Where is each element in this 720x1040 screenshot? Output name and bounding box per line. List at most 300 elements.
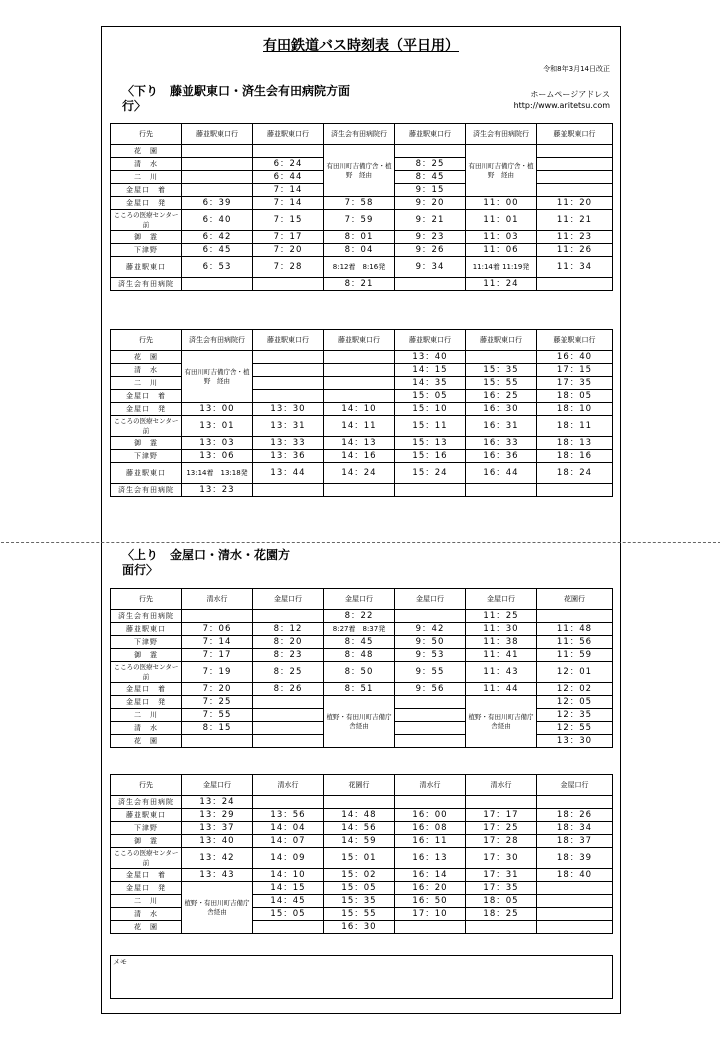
memo-label: メモ bbox=[113, 958, 127, 966]
time-cell: 17：25 bbox=[466, 822, 537, 835]
header-destination: 清水行 bbox=[466, 775, 537, 796]
time-cell: 18：05 bbox=[466, 895, 537, 908]
time-cell: 13：30 bbox=[537, 735, 613, 748]
time-cell: 8：22 bbox=[324, 610, 395, 623]
stop-name: 花 園 bbox=[111, 735, 182, 748]
time-cell: 11：44 bbox=[466, 683, 537, 696]
time-cell: 7：28 bbox=[253, 257, 324, 278]
time-cell: 6：45 bbox=[182, 244, 253, 257]
time-cell: 16：40 bbox=[537, 351, 613, 364]
header-destination: 金屋口行 bbox=[182, 775, 253, 796]
header-destination: 済生会有田病院行 bbox=[466, 124, 537, 145]
stop-name: 金屋口 発 bbox=[111, 403, 182, 416]
route-note: 有田川町吉備庁舎・植野 経由 bbox=[466, 145, 537, 197]
time-cell: 18：26 bbox=[537, 809, 613, 822]
time-cell: 8：21 bbox=[324, 278, 395, 291]
time-cell: 12：02 bbox=[537, 683, 613, 696]
time-cell: 13：30 bbox=[253, 403, 324, 416]
time-cell bbox=[395, 696, 466, 709]
time-cell: 14：56 bbox=[324, 822, 395, 835]
time-cell: 9：15 bbox=[395, 184, 466, 197]
time-cell bbox=[537, 796, 613, 809]
time-cell bbox=[182, 184, 253, 197]
stop-name: 清 水 bbox=[111, 364, 182, 377]
stop-name: 御 霊 bbox=[111, 437, 182, 450]
down-timetable-afternoon bbox=[110, 329, 613, 497]
time-cell: 18：37 bbox=[537, 835, 613, 848]
stop-name: 藤並駅東口 bbox=[111, 623, 182, 636]
time-cell: 15：55 bbox=[466, 377, 537, 390]
stop-name: 清 水 bbox=[111, 908, 182, 921]
time-cell: 11：23 bbox=[537, 231, 613, 244]
time-cell: 8：51 bbox=[324, 683, 395, 696]
time-cell bbox=[537, 895, 613, 908]
time-cell bbox=[253, 484, 324, 497]
memo-box[interactable] bbox=[110, 955, 613, 999]
time-cell: 15：55 bbox=[324, 908, 395, 921]
time-cell: 14：13 bbox=[324, 437, 395, 450]
time-cell: 18：10 bbox=[537, 403, 613, 416]
time-cell: 18：13 bbox=[537, 437, 613, 450]
time-cell: 13：31 bbox=[253, 416, 324, 437]
stop-name: 金屋口 着 bbox=[111, 869, 182, 882]
time-cell: 15：10 bbox=[395, 403, 466, 416]
revision-date: 令和8年3月14日改正 bbox=[543, 65, 610, 73]
time-cell: 8：50 bbox=[324, 662, 395, 683]
header-destination: 金屋口行 bbox=[253, 589, 324, 610]
stop-name: 金屋口 着 bbox=[111, 683, 182, 696]
time-cell: 13：36 bbox=[253, 450, 324, 463]
header-destination: 藤並駅東口行 bbox=[537, 124, 613, 145]
time-cell: 11：34 bbox=[537, 257, 613, 278]
time-cell: 15：05 bbox=[395, 390, 466, 403]
stop-name: 金屋口 発 bbox=[111, 882, 182, 895]
time-cell: 15：24 bbox=[395, 463, 466, 484]
time-cell bbox=[395, 722, 466, 735]
stop-name: 金屋口 着 bbox=[111, 390, 182, 403]
time-cell: 17：31 bbox=[466, 869, 537, 882]
time-cell: 7：15 bbox=[253, 210, 324, 231]
time-cell: 18：05 bbox=[537, 390, 613, 403]
header-destination: 藤並駅東口行 bbox=[537, 330, 613, 351]
time-cell: 8：23 bbox=[253, 649, 324, 662]
time-cell: 11：48 bbox=[537, 623, 613, 636]
time-cell: 16：33 bbox=[466, 437, 537, 450]
route-note: 有田川町吉備庁舎・植野 経由 bbox=[324, 145, 395, 197]
time-cell bbox=[324, 351, 395, 364]
header-destination: 清水行 bbox=[182, 589, 253, 610]
time-cell: 11：21 bbox=[537, 210, 613, 231]
route-note: 植野・有田川町吉備庁舎経由 bbox=[324, 696, 395, 748]
time-cell: 14：16 bbox=[324, 450, 395, 463]
stop-name: 金屋口 発 bbox=[111, 197, 182, 210]
time-cell bbox=[253, 735, 324, 748]
time-cell bbox=[537, 610, 613, 623]
time-cell: 15：35 bbox=[466, 364, 537, 377]
time-cell: 13:14着 13:18発 bbox=[182, 463, 253, 484]
time-cell: 12：05 bbox=[537, 696, 613, 709]
time-cell: 9：20 bbox=[395, 197, 466, 210]
time-cell bbox=[537, 908, 613, 921]
time-cell: 8:27着 8:37発 bbox=[324, 623, 395, 636]
time-cell bbox=[395, 484, 466, 497]
time-cell: 8：45 bbox=[395, 171, 466, 184]
time-cell: 16：14 bbox=[395, 869, 466, 882]
time-cell: 11:14着 11:19発 bbox=[466, 257, 537, 278]
time-cell: 16：08 bbox=[395, 822, 466, 835]
time-cell: 17：28 bbox=[466, 835, 537, 848]
time-cell: 8：15 bbox=[182, 722, 253, 735]
time-cell: 13：43 bbox=[182, 869, 253, 882]
time-cell: 16：36 bbox=[466, 450, 537, 463]
time-cell bbox=[182, 278, 253, 291]
time-cell: 12：01 bbox=[537, 662, 613, 683]
time-cell bbox=[253, 722, 324, 735]
time-cell: 17：10 bbox=[395, 908, 466, 921]
time-cell: 6：24 bbox=[253, 158, 324, 171]
time-cell: 14：24 bbox=[324, 463, 395, 484]
time-cell: 13：01 bbox=[182, 416, 253, 437]
time-cell: 15：16 bbox=[395, 450, 466, 463]
time-cell: 17：15 bbox=[537, 364, 613, 377]
time-cell: 14：10 bbox=[253, 869, 324, 882]
time-cell bbox=[537, 278, 613, 291]
time-cell: 11：06 bbox=[466, 244, 537, 257]
time-cell bbox=[253, 377, 324, 390]
time-cell: 17：30 bbox=[466, 848, 537, 869]
time-cell: 14：59 bbox=[324, 835, 395, 848]
header-destination: 藤並駅東口行 bbox=[395, 124, 466, 145]
time-cell: 8：26 bbox=[253, 683, 324, 696]
time-cell: 11：00 bbox=[466, 197, 537, 210]
header-destination-label: 行先 bbox=[111, 589, 182, 610]
time-cell: 14：07 bbox=[253, 835, 324, 848]
time-cell bbox=[395, 610, 466, 623]
time-cell: 8:12着 8:16発 bbox=[324, 257, 395, 278]
time-cell: 15：02 bbox=[324, 869, 395, 882]
time-cell bbox=[395, 735, 466, 748]
homepage-link[interactable]: http://www.aritetsu.com bbox=[513, 101, 610, 110]
stop-name: 金屋口 発 bbox=[111, 696, 182, 709]
header-destination: 花園行 bbox=[324, 775, 395, 796]
time-cell bbox=[537, 882, 613, 895]
time-cell: 6：53 bbox=[182, 257, 253, 278]
stop-name: 下津野 bbox=[111, 822, 182, 835]
time-cell: 9：42 bbox=[395, 623, 466, 636]
time-cell: 9：26 bbox=[395, 244, 466, 257]
time-cell: 11：56 bbox=[537, 636, 613, 649]
time-cell: 13：44 bbox=[253, 463, 324, 484]
time-cell: 7：55 bbox=[182, 709, 253, 722]
time-cell: 9：21 bbox=[395, 210, 466, 231]
time-cell bbox=[253, 390, 324, 403]
time-cell: 8：45 bbox=[324, 636, 395, 649]
header-destination: 花園行 bbox=[537, 589, 613, 610]
up-timetable-afternoon bbox=[110, 774, 613, 934]
time-cell: 13：40 bbox=[395, 351, 466, 364]
time-cell: 17：35 bbox=[537, 377, 613, 390]
time-cell: 9：56 bbox=[395, 683, 466, 696]
time-cell: 18：11 bbox=[537, 416, 613, 437]
time-cell: 8：20 bbox=[253, 636, 324, 649]
page-title: 有田鉄道バス時刻表（平日用） bbox=[263, 38, 459, 54]
down-section-title: 〈下り 藤並駅東口・済生会有田病院方面 行〉 bbox=[122, 84, 351, 113]
time-cell: 13：40 bbox=[182, 835, 253, 848]
header-destination: 藤並駅東口行 bbox=[395, 330, 466, 351]
header-destination: 藤並駅東口行 bbox=[182, 124, 253, 145]
time-cell: 15：05 bbox=[324, 882, 395, 895]
route-note: 植野・有田川町吉備庁舎経由 bbox=[182, 882, 253, 934]
time-cell: 13：00 bbox=[182, 403, 253, 416]
stop-name: 済生会有田病院 bbox=[111, 278, 182, 291]
time-cell: 14：15 bbox=[395, 364, 466, 377]
time-cell bbox=[324, 484, 395, 497]
time-cell: 14：09 bbox=[253, 848, 324, 869]
time-cell bbox=[253, 696, 324, 709]
time-cell: 7：20 bbox=[253, 244, 324, 257]
stop-name: 藤並駅東口 bbox=[111, 463, 182, 484]
time-cell: 13：03 bbox=[182, 437, 253, 450]
time-cell: 12：55 bbox=[537, 722, 613, 735]
time-cell bbox=[537, 921, 613, 934]
time-cell: 12：35 bbox=[537, 709, 613, 722]
time-cell: 11：03 bbox=[466, 231, 537, 244]
time-cell bbox=[395, 145, 466, 158]
homepage-address: ホームページアドレス http://www.aritetsu.com bbox=[513, 90, 610, 110]
header-destination: 藤並駅東口行 bbox=[466, 330, 537, 351]
time-cell: 15：13 bbox=[395, 437, 466, 450]
time-cell: 13：42 bbox=[182, 848, 253, 869]
time-cell: 18：39 bbox=[537, 848, 613, 869]
time-cell: 11：25 bbox=[466, 610, 537, 623]
down-timetable-morning bbox=[110, 123, 613, 291]
time-cell bbox=[324, 377, 395, 390]
time-cell bbox=[466, 351, 537, 364]
stop-name: 藤並駅東口 bbox=[111, 257, 182, 278]
time-cell: 7：14 bbox=[253, 184, 324, 197]
time-cell: 13：37 bbox=[182, 822, 253, 835]
stop-name: 二 川 bbox=[111, 171, 182, 184]
time-cell: 11：20 bbox=[537, 197, 613, 210]
time-cell bbox=[253, 278, 324, 291]
stop-name: こころの医療センター前 bbox=[111, 416, 182, 437]
time-cell bbox=[253, 921, 324, 934]
stop-name: 清 水 bbox=[111, 722, 182, 735]
time-cell: 15：05 bbox=[253, 908, 324, 921]
time-cell: 9：55 bbox=[395, 662, 466, 683]
time-cell: 15：11 bbox=[395, 416, 466, 437]
time-cell: 14：11 bbox=[324, 416, 395, 437]
time-cell: 16：13 bbox=[395, 848, 466, 869]
time-cell bbox=[395, 278, 466, 291]
stop-name: 二 川 bbox=[111, 709, 182, 722]
timetable-page bbox=[101, 26, 621, 1014]
route-note: 有田川町吉備庁舎・植野 経由 bbox=[182, 351, 253, 403]
time-cell: 18：34 bbox=[537, 822, 613, 835]
time-cell bbox=[324, 796, 395, 809]
time-cell: 7：06 bbox=[182, 623, 253, 636]
header-destination: 金屋口行 bbox=[395, 589, 466, 610]
time-cell: 16：44 bbox=[466, 463, 537, 484]
time-cell: 9：53 bbox=[395, 649, 466, 662]
stop-name: 御 霊 bbox=[111, 231, 182, 244]
stop-name: 花 園 bbox=[111, 351, 182, 364]
time-cell: 7：20 bbox=[182, 683, 253, 696]
stop-name: 二 川 bbox=[111, 377, 182, 390]
time-cell bbox=[537, 171, 613, 184]
time-cell bbox=[182, 171, 253, 184]
time-cell: 11：30 bbox=[466, 623, 537, 636]
time-cell: 16：31 bbox=[466, 416, 537, 437]
time-cell: 11：59 bbox=[537, 649, 613, 662]
time-cell: 15：35 bbox=[324, 895, 395, 908]
time-cell: 13：56 bbox=[253, 809, 324, 822]
time-cell bbox=[182, 145, 253, 158]
time-cell: 6：44 bbox=[253, 171, 324, 184]
time-cell: 11：26 bbox=[537, 244, 613, 257]
time-cell: 13：33 bbox=[253, 437, 324, 450]
up-section-title: 〈上り 金屋口・清水・花園方 面行〉 bbox=[122, 548, 291, 577]
time-cell bbox=[395, 796, 466, 809]
time-cell: 13：06 bbox=[182, 450, 253, 463]
time-cell bbox=[182, 735, 253, 748]
stop-name: こころの医療センター前 bbox=[111, 662, 182, 683]
time-cell bbox=[253, 796, 324, 809]
time-cell bbox=[537, 145, 613, 158]
stop-name: 済生会有田病院 bbox=[111, 796, 182, 809]
time-cell: 11：43 bbox=[466, 662, 537, 683]
time-cell: 17：35 bbox=[466, 882, 537, 895]
time-cell: 7：58 bbox=[324, 197, 395, 210]
time-cell bbox=[324, 390, 395, 403]
time-cell: 15：01 bbox=[324, 848, 395, 869]
section-divider bbox=[1, 542, 720, 543]
header-destination-label: 行先 bbox=[111, 775, 182, 796]
time-cell: 16：20 bbox=[395, 882, 466, 895]
time-cell: 6：40 bbox=[182, 210, 253, 231]
time-cell: 7：17 bbox=[253, 231, 324, 244]
time-cell: 8：12 bbox=[253, 623, 324, 636]
time-cell: 8：01 bbox=[324, 231, 395, 244]
header-destination: 金屋口行 bbox=[537, 775, 613, 796]
time-cell bbox=[466, 796, 537, 809]
stop-name: こころの医療センター前 bbox=[111, 848, 182, 869]
stop-name: 御 霊 bbox=[111, 835, 182, 848]
stop-name: 清 水 bbox=[111, 158, 182, 171]
stop-name: 下津野 bbox=[111, 244, 182, 257]
stop-name: 花 園 bbox=[111, 921, 182, 934]
time-cell: 18：16 bbox=[537, 450, 613, 463]
time-cell: 14：35 bbox=[395, 377, 466, 390]
time-cell bbox=[253, 145, 324, 158]
time-cell: 7：14 bbox=[182, 636, 253, 649]
time-cell bbox=[395, 709, 466, 722]
time-cell: 7：14 bbox=[253, 197, 324, 210]
time-cell: 18：24 bbox=[537, 463, 613, 484]
time-cell: 8：48 bbox=[324, 649, 395, 662]
stop-name: 済生会有田病院 bbox=[111, 610, 182, 623]
time-cell: 7：59 bbox=[324, 210, 395, 231]
header-destination: 済生会有田病院行 bbox=[182, 330, 253, 351]
header-destination: 藤並駅東口行 bbox=[324, 330, 395, 351]
time-cell: 9：23 bbox=[395, 231, 466, 244]
time-cell: 18：40 bbox=[537, 869, 613, 882]
up-timetable-morning bbox=[110, 588, 613, 748]
time-cell: 11：01 bbox=[466, 210, 537, 231]
time-cell: 8：25 bbox=[395, 158, 466, 171]
stop-name: 金屋口 着 bbox=[111, 184, 182, 197]
time-cell: 16：00 bbox=[395, 809, 466, 822]
stop-name: こころの医療センター前 bbox=[111, 210, 182, 231]
time-cell bbox=[182, 610, 253, 623]
header-destination-label: 行先 bbox=[111, 330, 182, 351]
time-cell: 16：30 bbox=[466, 403, 537, 416]
time-cell: 16：30 bbox=[324, 921, 395, 934]
time-cell: 7：17 bbox=[182, 649, 253, 662]
time-cell: 7：25 bbox=[182, 696, 253, 709]
time-cell: 14：04 bbox=[253, 822, 324, 835]
time-cell: 9：34 bbox=[395, 257, 466, 278]
time-cell: 14：45 bbox=[253, 895, 324, 908]
time-cell: 14：15 bbox=[253, 882, 324, 895]
stop-name: 御 霊 bbox=[111, 649, 182, 662]
header-destination: 清水行 bbox=[253, 775, 324, 796]
time-cell bbox=[466, 921, 537, 934]
time-cell: 17：17 bbox=[466, 809, 537, 822]
header-destination-label: 行先 bbox=[111, 124, 182, 145]
time-cell: 13：24 bbox=[182, 796, 253, 809]
time-cell bbox=[182, 158, 253, 171]
time-cell: 11：24 bbox=[466, 278, 537, 291]
header-destination: 金屋口行 bbox=[466, 589, 537, 610]
stop-name: 花 園 bbox=[111, 145, 182, 158]
time-cell: 18：25 bbox=[466, 908, 537, 921]
time-cell bbox=[537, 158, 613, 171]
stop-name: 済生会有田病院 bbox=[111, 484, 182, 497]
stop-name: 下津野 bbox=[111, 636, 182, 649]
time-cell: 16：50 bbox=[395, 895, 466, 908]
time-cell: 14：10 bbox=[324, 403, 395, 416]
header-destination: 金屋口行 bbox=[324, 589, 395, 610]
time-cell: 16：25 bbox=[466, 390, 537, 403]
time-cell: 13：23 bbox=[182, 484, 253, 497]
time-cell: 13：29 bbox=[182, 809, 253, 822]
time-cell bbox=[324, 364, 395, 377]
time-cell bbox=[253, 364, 324, 377]
time-cell bbox=[395, 921, 466, 934]
route-note: 植野・有田川町吉備庁舎経由 bbox=[466, 696, 537, 748]
stop-name: 下津野 bbox=[111, 450, 182, 463]
time-cell: 6：39 bbox=[182, 197, 253, 210]
stop-name: 二 川 bbox=[111, 895, 182, 908]
header-destination: 済生会有田病院行 bbox=[324, 124, 395, 145]
time-cell bbox=[253, 610, 324, 623]
time-cell: 9：50 bbox=[395, 636, 466, 649]
header-destination: 藤並駅東口行 bbox=[253, 124, 324, 145]
time-cell: 11：41 bbox=[466, 649, 537, 662]
time-cell: 8：04 bbox=[324, 244, 395, 257]
time-cell: 7：19 bbox=[182, 662, 253, 683]
time-cell: 6：42 bbox=[182, 231, 253, 244]
header-destination: 清水行 bbox=[395, 775, 466, 796]
time-cell: 8：25 bbox=[253, 662, 324, 683]
time-cell: 16：11 bbox=[395, 835, 466, 848]
time-cell: 14：48 bbox=[324, 809, 395, 822]
time-cell bbox=[466, 484, 537, 497]
stop-name: 藤並駅東口 bbox=[111, 809, 182, 822]
time-cell bbox=[253, 709, 324, 722]
time-cell bbox=[253, 351, 324, 364]
